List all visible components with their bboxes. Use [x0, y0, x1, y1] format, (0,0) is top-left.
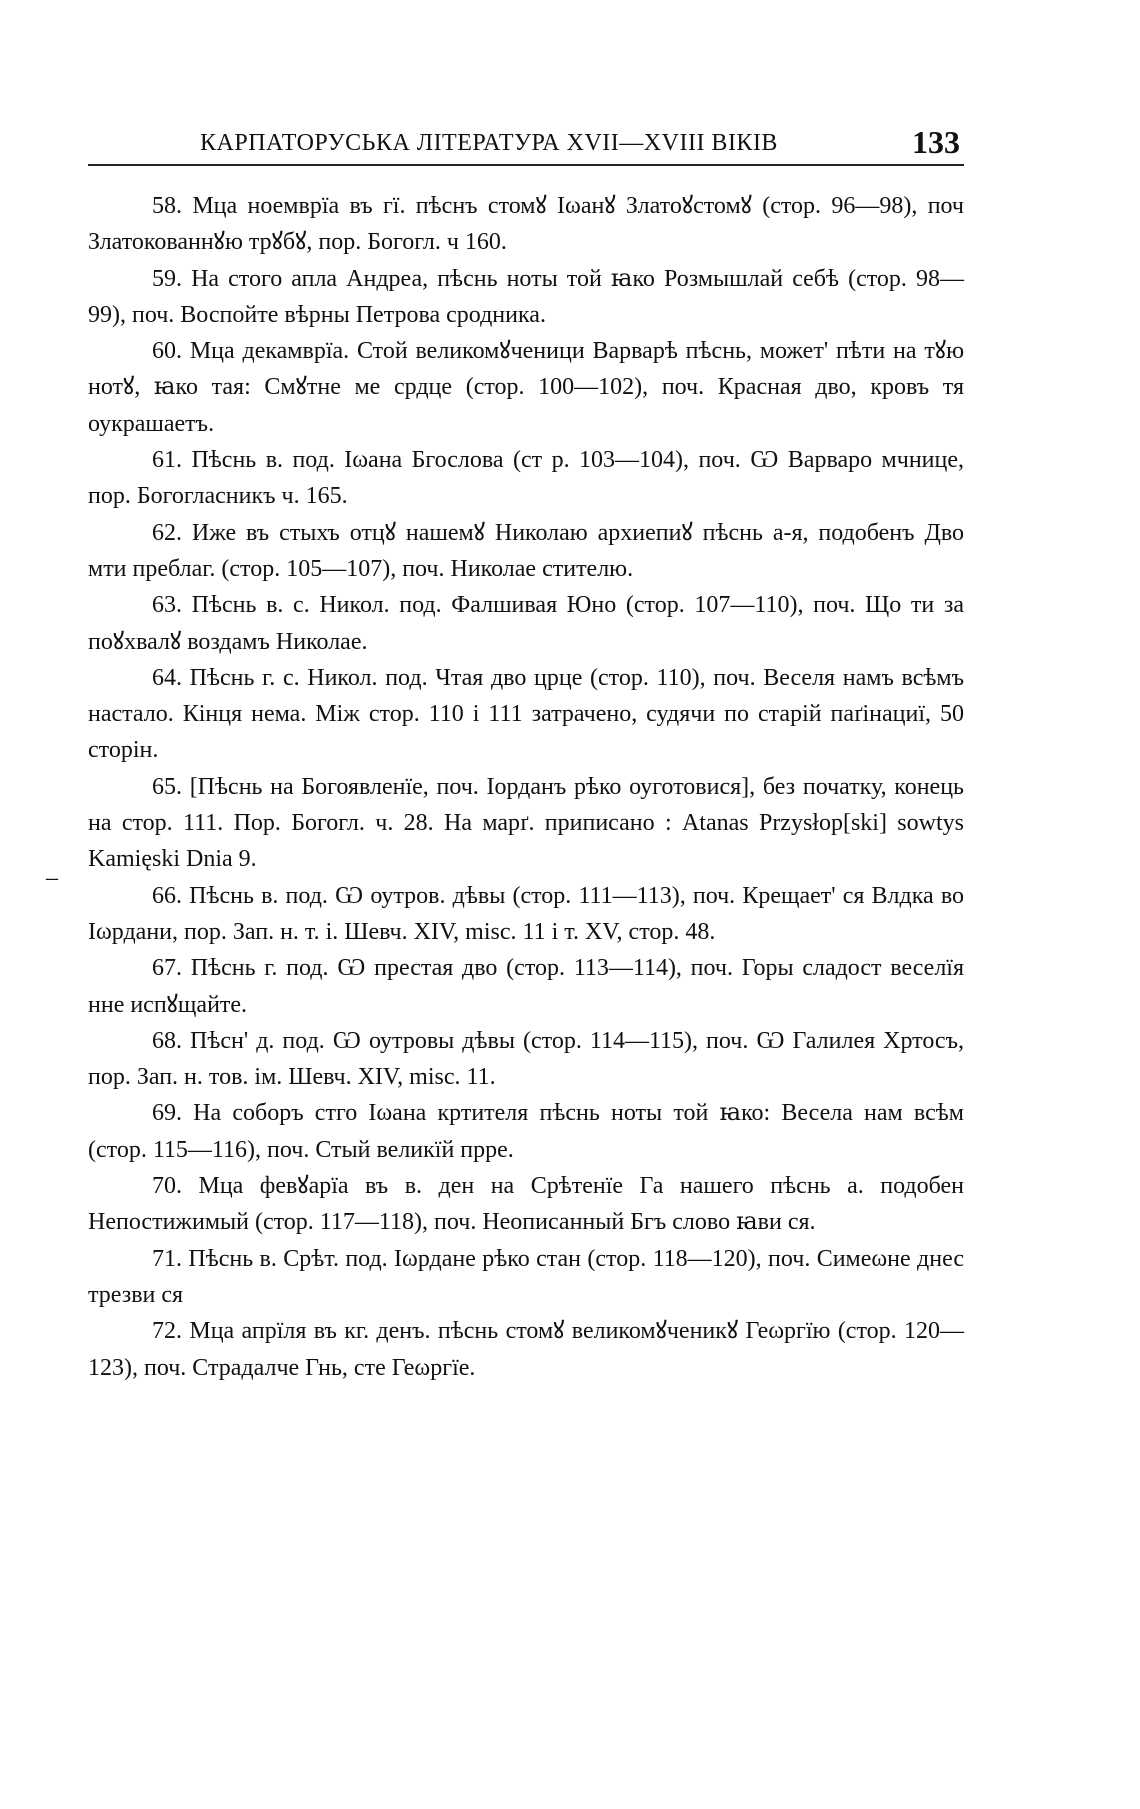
margin-dash-mark: – — [46, 865, 58, 891]
catalog-entry: 68. Пѣсн' д. под. Ѡ оутровы дѣвы (стор. 114—115), поч. Ѡ Галилея Хртосъ, пор. Зап. н. тов. ім. Шевч. XIV, misc. 11. — [88, 1027, 964, 1091]
catalog-entry: 61. Пѣснь в. под. Іωана Бгослова (ст р. 103—104), поч. Ѡ Варваро мчнице, пор. Богогласникъ ч. 165. — [88, 447, 964, 510]
catalog-entry: 69. На соборъ стго Іωана кртителя пѣснь ноты той ꙗко: Весела нам всѣм (стор. 115—116), поч. Стый великїй прре. — [88, 1100, 964, 1163]
page — [88, 112, 964, 1386]
catalog-entry: 65. [Пѣснь на Богоявленїе, поч. Іорданъ рѣко оуготовися], без початку, конець на стор. 111. Пор. Богогл. ч. 28. На марґ. приписано : Atanas Przysłop[ski] sowtys Kamięski Dnia 9. — [88, 773, 964, 873]
catalog-entry: 58. Мца ноемврїа въ гї. пѣснъ стомꙋ Іωанꙋ Златоꙋстомꙋ (стор. 96—98), поч Златокованнꙋю трꙋбꙋ, пор. Богогл. ч 160. — [88, 193, 964, 256]
catalog-entry: 60. Мца декамврїа. Стой великомꙋченици Варварѣ пѣснь, может' пѣти на тꙋю нотꙋ, ꙗко тая: Смꙋтне ме срдце (стор. 100—102), поч. Красная дво, кровъ тя оукрашаетъ. — [88, 338, 964, 437]
catalog-entry: 70. Мца февꙋарїа въ в. ден на Срѣтенїе Га нашего пѣснь а. подобен Непостижимый (стор. 117—118), поч. Неописанный Бгъ слово ꙗви ся. — [88, 1173, 964, 1236]
catalog-entry: 66. Пѣснь в. под. Ѡ оутров. дѣвы (стор. 111—113), поч. Крещает' ся Влдка во Іωрдани, пор. Зап. н. т. і. Шевч. XIV, misc. 11 і т. XV, стор. 48. — [88, 882, 964, 945]
page-number: 133 — [912, 124, 960, 160]
catalog-entry: 71. Пѣснь в. Срѣт. под. Іωрдане рѣко стан (стор. 118—120), поч. Симеωне днес трезви ся — [88, 1245, 964, 1308]
catalog-entry: 63. Пѣснь в. с. Никол. под. Фалшивая Юно (стор. 107—110), поч. Що ти за поꙋхвалꙋ воздамъ Николае. — [88, 592, 964, 655]
running-head — [88, 112, 964, 166]
running-title: КАРПАТОРУСЬКА ЛІТЕРАТУРА XVII—XVIII ВІКІВ — [200, 130, 778, 156]
catalog-entry: 72. Мца апрїля въ кг. денъ. пѣснь стомꙋ великомꙋченикꙋ Геωргїю (стор. 120—123), поч. Страдалче Гнь, сте Геωргїе. — [88, 1318, 964, 1381]
catalog-entries — [88, 188, 964, 1386]
catalog-entry: 59. На стого апла Андреа, пѣснь ноты той ꙗко Розмышлай себѣ (стор. 98—99), поч. Воспойте вѣрны Петрова сродника. — [88, 265, 964, 328]
catalog-entry: 62. Иже въ стыхъ отцꙋ нашемꙋ Николаю архиепиꙋ пѣснь а-я, подобенъ Дво мти преблаг. (стор. 105—107), поч. Николае стителю. — [88, 519, 964, 582]
catalog-entry: 67. Пѣснь г. под. Ѡ престая дво (стор. 113—114), поч. Горы сладост веселїя нне испꙋщайте. — [88, 955, 964, 1018]
catalog-entry: 64. Пѣснь г. с. Никол. под. Чтая дво црце (стор. 110), поч. Веселя намъ всѣмъ настало. Кінця нема. Між стор. 110 і 111 затрачено, судячи по старій паґінациї, 50 сторін. — [88, 664, 964, 764]
